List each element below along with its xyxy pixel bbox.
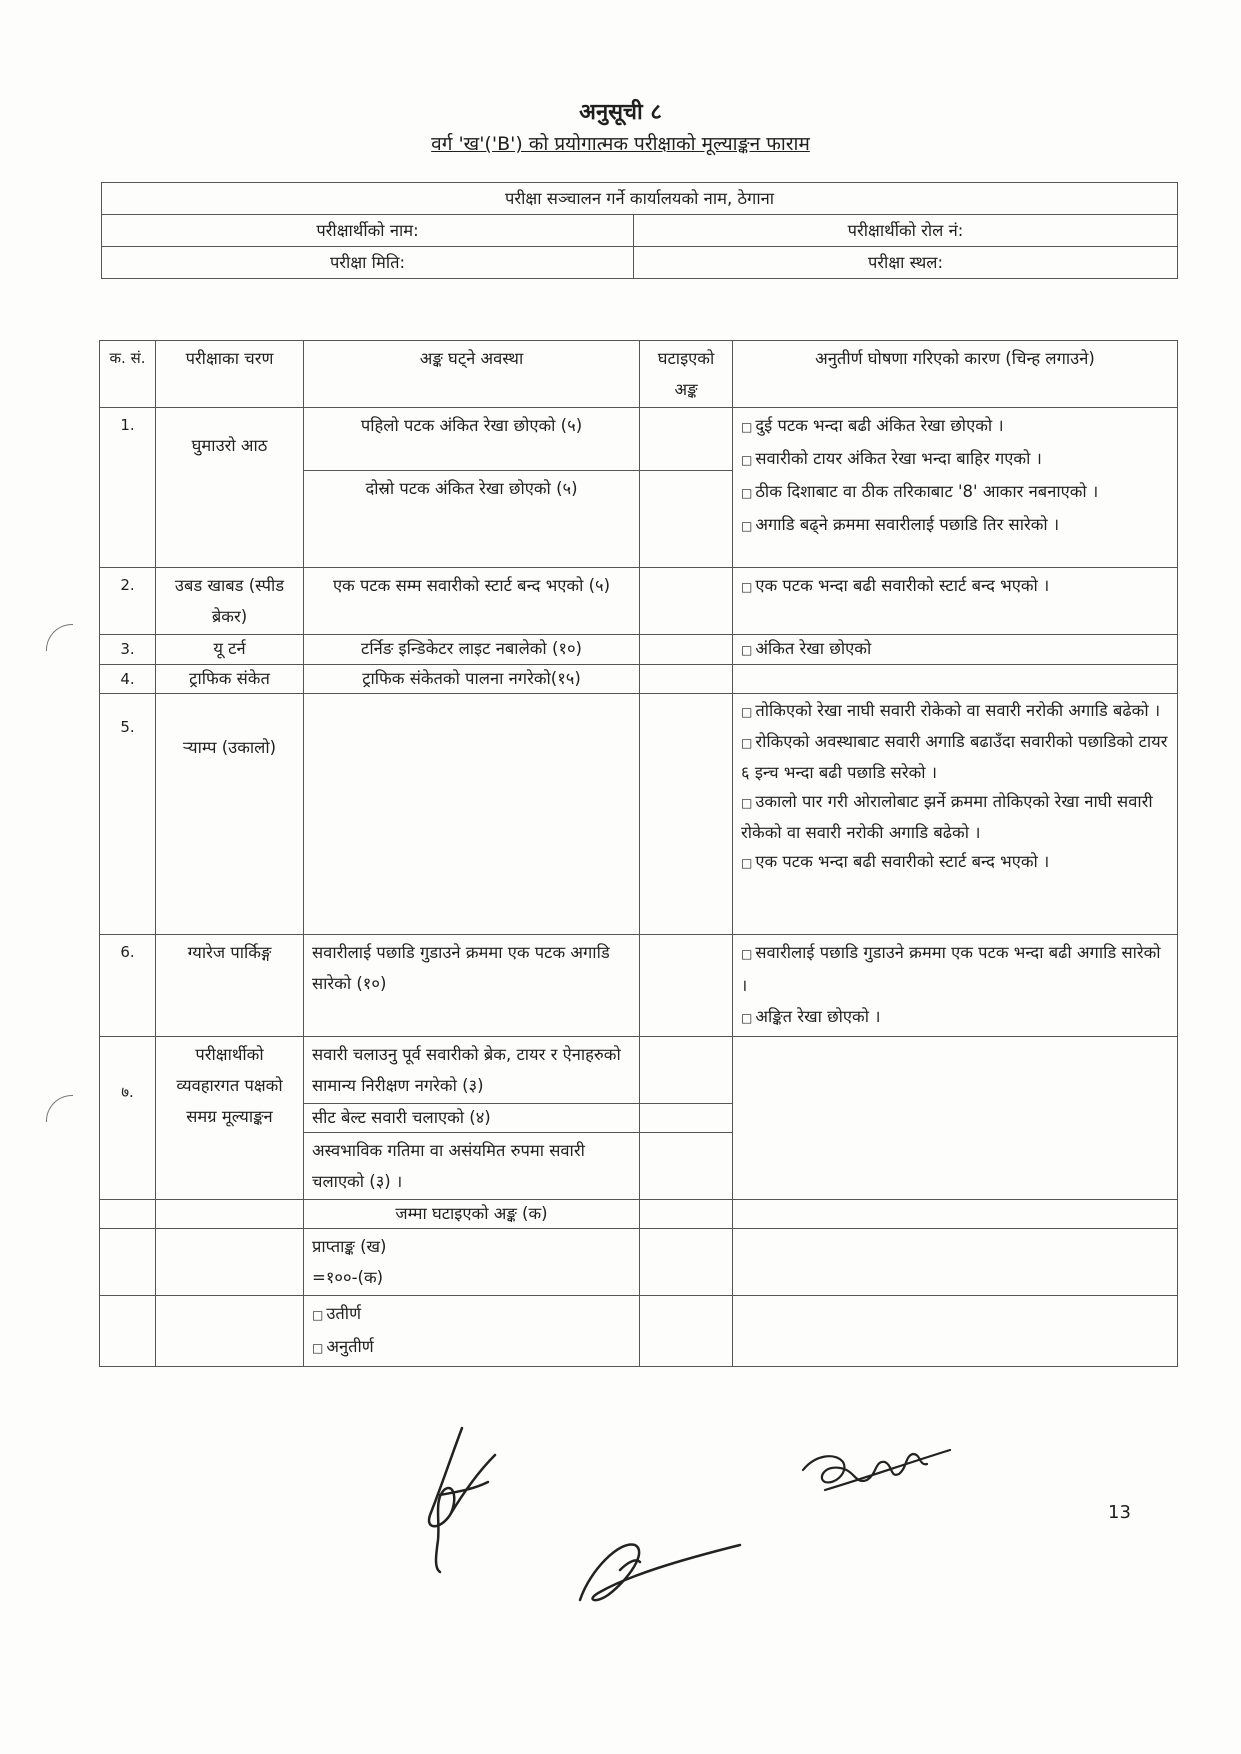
- reason-checkbox-item[interactable]: □ दुई पटक भन्दा बढी अंकित रेखा छोएको ।: [741, 416, 1004, 435]
- reason-checkbox-item[interactable]: □ अङ्कित रेखा छोएको ।: [741, 1007, 881, 1026]
- deducted-marks-cell[interactable]: [640, 1037, 733, 1104]
- candidate-name-field[interactable]: परीक्षार्थीको नाम:: [102, 215, 634, 247]
- reason-checkbox-item[interactable]: □ अंकित रेखा छोएको: [741, 639, 872, 658]
- signature-left: [410, 1420, 520, 1580]
- row-stage: र्‍याम्प (उकालो): [156, 694, 304, 935]
- result-row: [100, 1296, 1178, 1367]
- table-row: [100, 568, 1178, 635]
- row-stage: परीक्षार्थीको व्यवहारगत पक्षको समग्र मूल्याङ्कन: [156, 1037, 304, 1200]
- signature-middle: [570, 1500, 750, 1610]
- page-subtitle: वर्ग 'ख'('B') को प्रयोगात्मक परीक्षाको मूल्याङ्कन फाराम: [431, 133, 810, 155]
- row-stage: घुमाउरो आठ: [156, 408, 304, 568]
- punch-hole-mark: [46, 624, 73, 651]
- obtained-row: [100, 1229, 1178, 1296]
- signature-right: [795, 1430, 955, 1510]
- deducted-marks-cell[interactable]: [640, 1104, 733, 1133]
- row-sn: ७.: [100, 1037, 156, 1200]
- total-row: [100, 1200, 1178, 1229]
- reason-checkbox-item[interactable]: □ ठीक दिशाबाट वा ठीक तरिकाबाट '8' आकार नबनाएको ।: [741, 482, 1099, 501]
- header-fail-reason: अनुतीर्ण घोषणा गरिएको कारण (चिन्ह लगाउने): [733, 341, 1178, 408]
- header-stage: परीक्षाका चरण: [156, 341, 304, 408]
- reason-checkbox-item[interactable]: □ सवारीलाई पछाडि गुडाउने क्रममा एक पटक भन्दा बढी अगाडि सारेको ।: [741, 943, 1161, 995]
- roll-number-field[interactable]: परीक्षार्थीको रोल नं:: [634, 215, 1178, 247]
- deducted-marks-cell[interactable]: [640, 408, 733, 471]
- row-condition: सवारी चलाउनु पूर्व सवारीको ब्रेक, टायर र ऐनाहरुको सामान्य निरीक्षण नगरेको (३): [304, 1037, 640, 1104]
- row-condition: एक पटक सम्म सवारीको स्टार्ट बन्द भएको (५): [304, 568, 640, 635]
- fail-reason-cell: [733, 408, 1178, 568]
- row-sn: 2.: [100, 568, 156, 635]
- exam-date-field[interactable]: परीक्षा मिति:: [102, 247, 634, 279]
- row-stage: ग्यारेज पार्किङ्ग: [156, 935, 304, 1037]
- row-condition: [304, 694, 640, 935]
- table-header-row: [100, 341, 1178, 408]
- row-sn: 6.: [100, 935, 156, 1037]
- reason-checkbox-item[interactable]: □ एक पटक भन्दा बढी सवारीको स्टार्ट बन्द भएको ।: [741, 576, 1050, 595]
- row-condition: अस्वभाविक गतिमा वा असंयमित रुपमा सवारी चलाएको (३) ।: [304, 1133, 640, 1200]
- row-stage: उबड खाबड (स्पीड ब्रेकर): [156, 568, 304, 635]
- row-condition: पहिलो पटक अंकित रेखा छोएको (५): [304, 408, 640, 471]
- row-condition: ट्राफिक संकेतको पालना नगरेको(१५): [304, 665, 640, 694]
- row-condition: सीट बेल्ट सवारी चलाएको (४): [304, 1104, 640, 1133]
- candidate-info-table: [101, 182, 1178, 279]
- reason-checkbox-item[interactable]: □ अगाडि बढ्ने क्रममा सवारीलाई पछाडि तिर सारेको ।: [741, 515, 1060, 534]
- row-stage: ट्राफिक संकेत: [156, 665, 304, 694]
- row-sn: 4.: [100, 665, 156, 694]
- fail-reason-cell: [733, 935, 1178, 1037]
- row-stage: यू टर्न: [156, 635, 304, 665]
- row-sn: 5.: [100, 694, 156, 935]
- office-name-field[interactable]: परीक्षा सञ्चालन गर्ने कार्यालयको नाम, ठेगाना: [102, 183, 1178, 215]
- table-row: [100, 1037, 1178, 1104]
- deducted-marks-cell[interactable]: [640, 471, 733, 568]
- row-sn: 1.: [100, 408, 156, 568]
- punch-hole-mark: [46, 1095, 73, 1122]
- obtained-marks-cell[interactable]: [640, 1229, 733, 1296]
- result-options: [304, 1296, 640, 1367]
- page-title: अनुसूची ८: [579, 100, 662, 125]
- deducted-marks-cell[interactable]: [640, 665, 733, 694]
- header-deducted-marks: घटाइएको अङ्क: [640, 341, 733, 408]
- fail-reason-cell: [733, 694, 1178, 935]
- fail-reason-cell: [733, 665, 1178, 694]
- table-row: [100, 694, 1178, 935]
- total-deducted-cell[interactable]: [640, 1200, 733, 1229]
- total-deducted-label: जम्मा घटाइएको अङ्क (क): [304, 1200, 640, 1229]
- fail-reason-cell: [733, 1037, 1178, 1200]
- header-sn: क. सं.: [100, 341, 156, 408]
- evaluation-table: [99, 340, 1178, 1367]
- table-row: [100, 635, 1178, 665]
- deducted-marks-cell[interactable]: [640, 568, 733, 635]
- obtained-marks-label: प्राप्ताङ्क (ख) =१००-(क): [304, 1229, 640, 1296]
- reason-checkbox-item[interactable]: □ सवारीको टायर अंकित रेखा भन्दा बाहिर गएको ।: [741, 449, 1042, 468]
- reason-checkbox-item[interactable]: □ रोकिएको अवस्थाबाट सवारी अगाडि बढाउँदा सवारीको पछाडिको टायर ६ इन्च भन्दा बढी पछाडि सरेको ।: [741, 732, 1168, 782]
- table-row: [100, 665, 1178, 694]
- reason-checkbox-item[interactable]: □ तोकिएको रेखा नाघी सवारी रोकेको वा सवारी नरोकी अगाडि बढेको ।: [741, 701, 1161, 720]
- fail-reason-cell: [733, 635, 1178, 665]
- header-deduction-condition: अङ्क घट्ने अवस्था: [304, 341, 640, 408]
- row-condition: टर्निङ इन्डिकेटर लाइट नबालेको (१०): [304, 635, 640, 665]
- passed-checkbox[interactable]: □ उतीर्ण: [312, 1304, 361, 1323]
- failed-checkbox[interactable]: □ अनुतीर्ण: [312, 1337, 374, 1356]
- exam-venue-field[interactable]: परीक्षा स्थल:: [634, 247, 1178, 279]
- page-number: 13: [1108, 1502, 1131, 1523]
- deducted-marks-cell[interactable]: [640, 1133, 733, 1200]
- reason-checkbox-item[interactable]: □ उकालो पार गरी ओरालोबाट झर्ने क्रममा तोकिएको रेखा नाघी सवारी रोकेको वा सवारी नरोकी अगाडि बढेको ।: [741, 792, 1153, 842]
- table-row: [100, 408, 1178, 471]
- deducted-marks-cell[interactable]: [640, 935, 733, 1037]
- deducted-marks-cell[interactable]: [640, 635, 733, 665]
- row-sn: 3.: [100, 635, 156, 665]
- row-condition: दोस्रो पटक अंकित रेखा छोएको (५): [304, 471, 640, 568]
- row-condition: सवारीलाई पछाडि गुडाउने क्रममा एक पटक अगाडि सारेको (१०): [304, 935, 640, 1037]
- deducted-marks-cell[interactable]: [640, 694, 733, 935]
- table-row: [100, 935, 1178, 1037]
- fail-reason-cell: [733, 568, 1178, 635]
- reason-checkbox-item[interactable]: □ एक पटक भन्दा बढी सवारीको स्टार्ट बन्द भएको ।: [741, 852, 1050, 871]
